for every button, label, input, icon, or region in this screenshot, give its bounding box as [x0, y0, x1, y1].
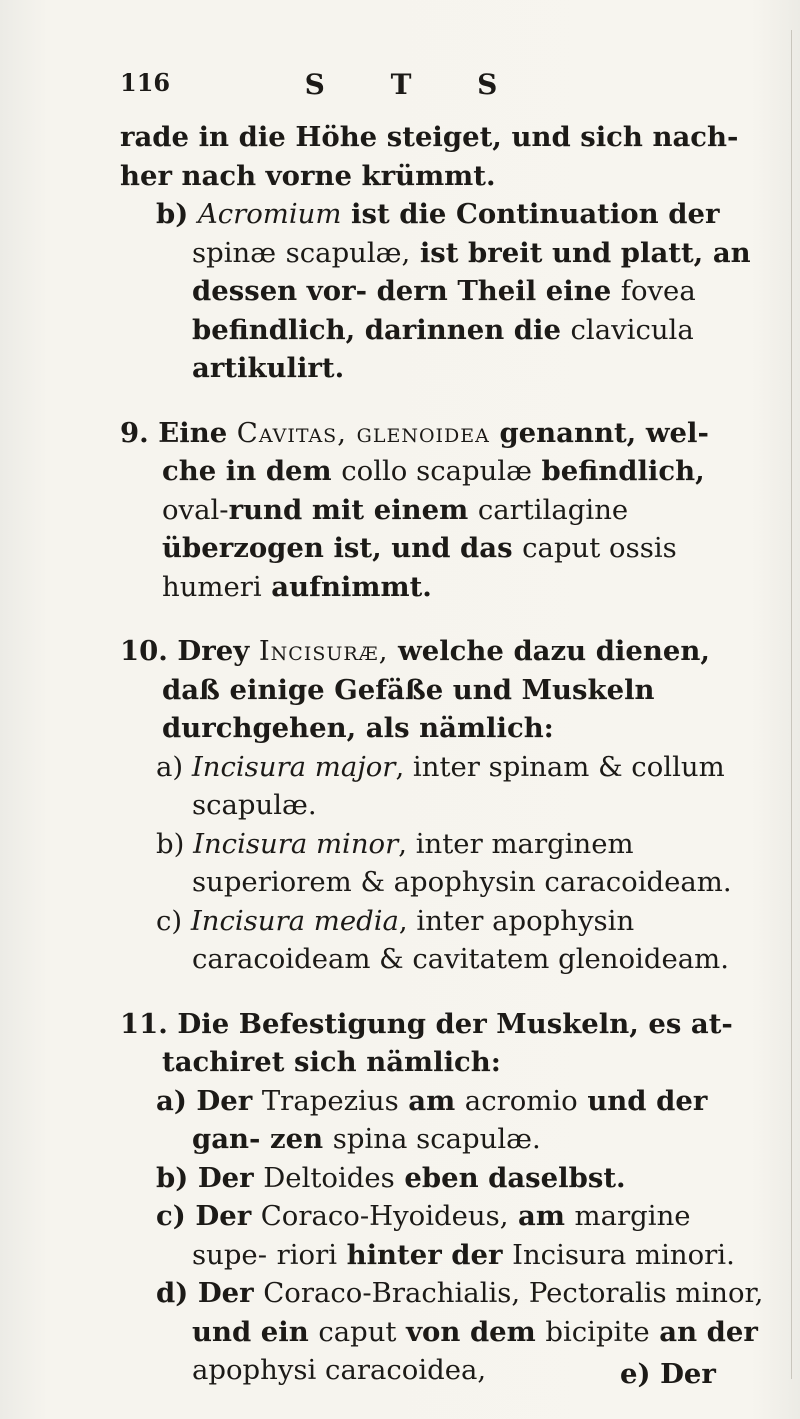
text-line: rade in die Höhe steiget, und sich nach- her nach vorne krümmt. [120, 121, 739, 192]
list-item-a: a) Incisura major, inter spinam & collum scapulæ. [156, 750, 725, 821]
list-item-a: a) Der Trapezius am acromio und der gan- zen spina scapulæ. [156, 1084, 708, 1155]
page-body [120, 118, 770, 1390]
page-number: 116 [120, 68, 171, 97]
list-item-b: b) Acromium ist die Continuation der spinæ scapulæ, ist breit und platt, an dessen vor- dern Theil eine fovea befindlich, darinnen die clavicula artikulirt. [156, 198, 751, 384]
paragraph-10: 10. Drey Incisuræ, welche dazu dienen, daß einige Gefäße und Muskeln durchgehen, als nämlich: [120, 635, 710, 744]
paragraph-9: 9. Eine Cavitas, glenoidea genannt, wel- che in dem collo scapulæ befindlich, oval-rund mit einem cartilagine überzogen ist, und das caput ossis humeri aufnimmt. [120, 416, 709, 603]
list-item-c: c) Incisura media, inter apophysin caracoideam & cavitatem glenoideam. [156, 904, 729, 975]
running-head: S T S [304, 68, 526, 101]
page-edge [791, 30, 792, 1379]
list-item-b: b) Der Deltoides eben daselbst. [156, 1161, 626, 1194]
list-item-d: d) Der Coraco-Brachialis, Pectoralis minor, und ein caput von dem bicipite an der apophysi caracoidea, [156, 1277, 764, 1386]
list-item-c: c) Der Coraco-Hyoideus, am margine supe- riori hinter der Incisura minori. [156, 1200, 735, 1271]
list-item-b: b) Incisura minor, inter marginem superiorem & apophysin caracoideam. [156, 827, 732, 898]
page-header [120, 68, 720, 108]
paragraph-11: 11. Die Befestigung der Muskeln, es at- tachiret sich nämlich: [120, 1007, 733, 1078]
catchword: e) Der [620, 1358, 716, 1390]
